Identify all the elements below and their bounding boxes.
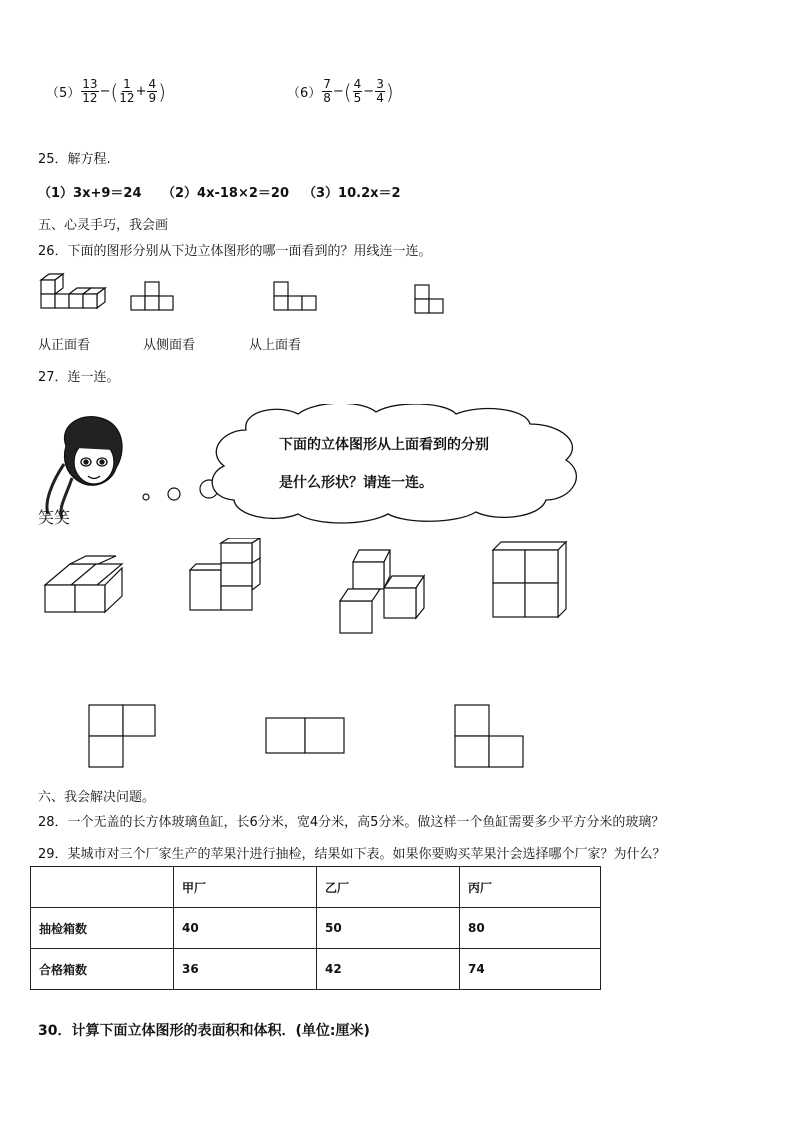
q29-table <box>30 866 601 990</box>
question-29-title: 29．某城市对三个厂家生产的苹果汁进行抽检，结果如下表。如果你要购买苹果汁会选择哪个厂家？为什么？ <box>38 847 666 862</box>
q26-solid <box>41 274 105 308</box>
view-side-label: 从侧面看 <box>143 338 196 353</box>
view-front-label: 从正面看 <box>38 338 91 353</box>
table-cell: 42 <box>317 949 460 990</box>
item-label: （5） <box>46 86 81 101</box>
equation-3: （3）10.2x＝2 <box>303 186 401 201</box>
q26-view-b <box>274 282 316 310</box>
q27-top-views <box>86 703 526 769</box>
speech-cloud <box>212 404 576 523</box>
equation-2: （2）4x-18×2＝20 <box>162 186 289 201</box>
equation-1: （1）3x+9＝24 <box>38 186 142 201</box>
table-row <box>31 908 601 949</box>
fraction: $\frac{7}{8}$ <box>323 77 331 105</box>
question-25-title: 25．解方程. <box>38 152 111 167</box>
girl-name-label: 笑笑 <box>38 508 71 527</box>
operator: − <box>332 84 344 99</box>
solid-a <box>45 556 122 612</box>
table-cell: 80 <box>460 908 601 949</box>
table-cell: 74 <box>460 949 601 990</box>
q26-view-a <box>131 282 173 310</box>
item-label: （6） <box>287 86 322 101</box>
section-6-heading: 六、我会解决问题。 <box>38 790 156 805</box>
operator: − <box>99 84 111 99</box>
expression-6: （6） $\frac{7}{8}$ − ( $\frac{4}{5}$ − $\frac{3}{4}$ ) <box>287 77 394 105</box>
table-header-cell: 乙厂 <box>317 867 460 908</box>
top-view-c <box>455 705 523 767</box>
view-top-label: 从上面看 <box>249 338 302 353</box>
fraction: $\frac{1}{12}$ <box>119 77 135 105</box>
q26-figures <box>36 268 456 320</box>
expression-5: （5） $\frac{13}{12}$ − ( $\frac{1}{12}$ + $\frac{4}{9}$ ) <box>46 77 166 105</box>
fraction: $\frac{3}{4}$ <box>376 77 384 105</box>
table-header-cell: 丙厂 <box>460 867 601 908</box>
q26-view-c <box>415 285 443 313</box>
question-28: 28．一个无盖的长方体玻璃鱼缸，长6分米，宽4分米，高5分米。做这样一个鱼缸需要多少平方分米的玻璃？ <box>38 815 665 830</box>
section-5-heading: 五、心灵手巧，我会画 <box>38 218 169 233</box>
operator: − <box>363 84 375 99</box>
table-row <box>31 949 601 990</box>
table-cell: 抽检箱数 <box>31 908 174 949</box>
fraction: $\frac{4}{5}$ <box>353 77 362 105</box>
table-header-cell <box>31 867 174 908</box>
question-26-title: 26．下面的图形分别从下边立体图形的哪一面看到的？用线连一连。 <box>38 244 432 259</box>
table-header-row <box>31 867 601 908</box>
question-27-title: 27．连一连。 <box>38 370 120 385</box>
q27-illustration <box>36 404 596 534</box>
table-cell: 40 <box>174 908 317 949</box>
table-cell: 36 <box>174 949 317 990</box>
q27-solids <box>40 538 580 638</box>
top-view-a <box>89 705 155 767</box>
solid-d <box>493 542 566 617</box>
cloud-text-line2: 是什么形状？请连一连。 <box>279 475 433 491</box>
fraction: $\frac{4}{9}$ <box>148 77 157 105</box>
thought-bubble-small <box>143 494 149 500</box>
table-header-cell: 甲厂 <box>174 867 317 908</box>
thought-bubble-medium <box>168 488 180 500</box>
fraction: $\frac{13}{12}$ <box>82 77 98 105</box>
solid-b <box>190 538 260 610</box>
girl-face-icon <box>47 417 122 518</box>
top-view-b <box>266 718 344 753</box>
question-30: 30．计算下面立体图形的表面积和体积．(单位:厘米) <box>38 1023 370 1039</box>
table-cell: 50 <box>317 908 460 949</box>
cloud-text-line1: 下面的立体图形从上面看到的分别 <box>279 437 489 453</box>
table-cell: 合格箱数 <box>31 949 174 990</box>
solid-c <box>340 550 424 633</box>
operator: + <box>135 84 147 99</box>
